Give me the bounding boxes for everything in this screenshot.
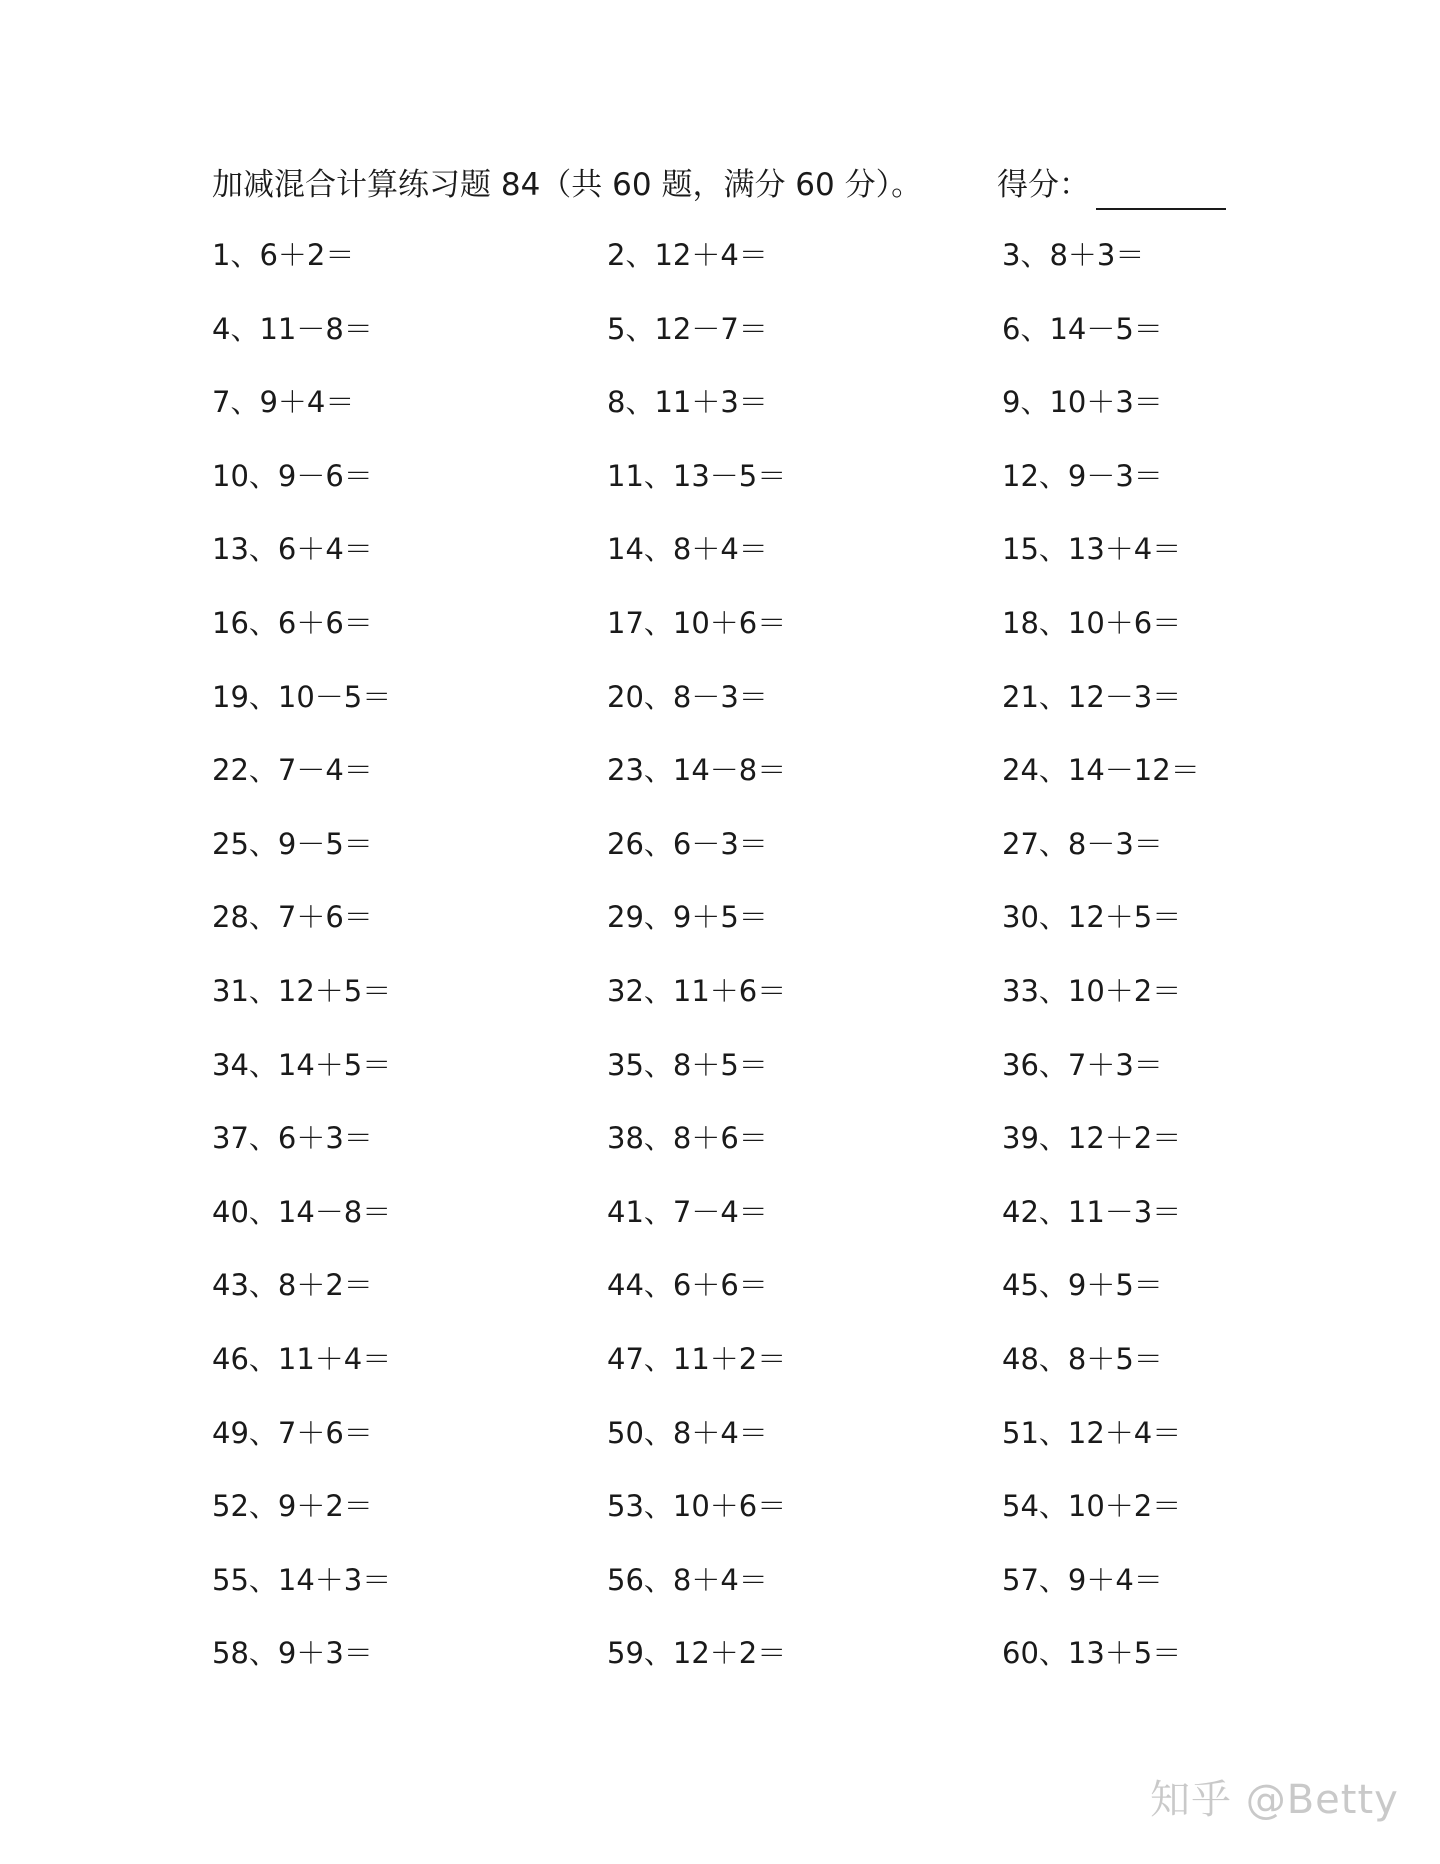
problem-item: 60、13＋5＝ — [1002, 1636, 1182, 1671]
problem-item: 17、10＋6＝ — [607, 605, 787, 640]
problem-item: 35、8＋5＝ — [607, 1047, 768, 1082]
problem-item: 53、10＋6＝ — [607, 1489, 787, 1524]
problem-item: 27、8－3＝ — [1002, 826, 1163, 861]
problem-item: 32、11＋6＝ — [607, 973, 787, 1008]
problem-item: 10、9－6＝ — [212, 458, 373, 493]
problem-item: 47、11＋2＝ — [607, 1341, 787, 1376]
problem-item: 3、8＋3＝ — [1002, 238, 1145, 272]
problem-item: 56、8＋4＝ — [607, 1562, 768, 1597]
problem-item: 50、8＋4＝ — [607, 1415, 768, 1450]
problem-item: 13、6＋4＝ — [212, 532, 373, 567]
problem-item: 22、7－4＝ — [212, 753, 373, 788]
problem-item: 30、12＋5＝ — [1002, 900, 1182, 935]
problem-item: 23、14－8＝ — [607, 753, 787, 788]
problem-item: 52、9＋2＝ — [212, 1489, 373, 1524]
problem-item: 28、7＋6＝ — [212, 900, 373, 935]
problem-item: 59、12＋2＝ — [607, 1636, 787, 1671]
problem-item: 4、11－8＝ — [212, 311, 373, 346]
problem-item: 26、6－3＝ — [607, 826, 768, 861]
problem-item: 21、12－3＝ — [1002, 679, 1182, 714]
problem-item: 11、13－5＝ — [607, 458, 787, 493]
worksheet-header — [212, 160, 1232, 210]
problem-item: 55、14＋3＝ — [212, 1562, 392, 1597]
problem-item: 24、14－12＝ — [1002, 753, 1200, 788]
problem-item: 45、9＋5＝ — [1002, 1268, 1163, 1303]
watermark: 知乎 @Betty — [1150, 1777, 1399, 1823]
problem-item: 14、8＋4＝ — [607, 532, 768, 567]
problem-item: 51、12＋4＝ — [1002, 1415, 1182, 1450]
problem-item: 18、10＋6＝ — [1002, 605, 1182, 640]
problem-item: 1、6＋2＝ — [212, 238, 355, 272]
problem-item: 36、7＋3＝ — [1002, 1047, 1163, 1082]
score-field — [997, 160, 1226, 210]
problem-item: 33、10＋2＝ — [1002, 973, 1182, 1008]
problem-item: 58、9＋3＝ — [212, 1636, 373, 1671]
problem-item: 29、9＋5＝ — [607, 900, 768, 935]
problem-item: 39、12＋2＝ — [1002, 1121, 1182, 1156]
problem-item: 16、6＋6＝ — [212, 605, 373, 640]
problem-item: 31、12＋5＝ — [212, 973, 392, 1008]
problem-item: 40、14－8＝ — [212, 1194, 392, 1229]
problem-item: 43、8＋2＝ — [212, 1268, 373, 1303]
score-blank-line — [1096, 174, 1226, 210]
problem-item: 46、11＋4＝ — [212, 1341, 392, 1376]
problem-item: 25、9－5＝ — [212, 826, 373, 861]
problem-item: 2、12＋4＝ — [607, 238, 768, 272]
problem-item: 57、9＋4＝ — [1002, 1562, 1163, 1597]
problem-item: 34、14＋5＝ — [212, 1047, 392, 1082]
problem-item: 9、10＋3＝ — [1002, 385, 1163, 420]
problem-item: 44、6＋6＝ — [607, 1268, 768, 1303]
problem-item: 15、13＋4＝ — [1002, 532, 1182, 567]
problem-item: 7、9＋4＝ — [212, 385, 355, 420]
problem-item: 5、12－7＝ — [607, 311, 768, 346]
problem-item: 49、7＋6＝ — [212, 1415, 373, 1450]
problem-item: 41、7－4＝ — [607, 1194, 768, 1229]
problem-item: 20、8－3＝ — [607, 679, 768, 714]
problem-item: 54、10＋2＝ — [1002, 1489, 1182, 1524]
problem-item: 37、6＋3＝ — [212, 1121, 373, 1156]
problem-item: 38、8＋6＝ — [607, 1121, 768, 1156]
problem-item: 48、8＋5＝ — [1002, 1341, 1163, 1376]
score-label: 得分： — [997, 167, 1090, 203]
problem-item: 42、11－3＝ — [1002, 1194, 1182, 1229]
problem-item: 6、14－5＝ — [1002, 311, 1163, 346]
problem-grid — [212, 230, 1232, 1702]
problem-item: 8、11＋3＝ — [607, 385, 768, 420]
worksheet-title: 加减混合计算练习题 84（共 60 题，满分 60 分）。 — [212, 167, 923, 203]
problem-item: 12、9－3＝ — [1002, 458, 1163, 493]
problem-item: 19、10－5＝ — [212, 679, 392, 714]
